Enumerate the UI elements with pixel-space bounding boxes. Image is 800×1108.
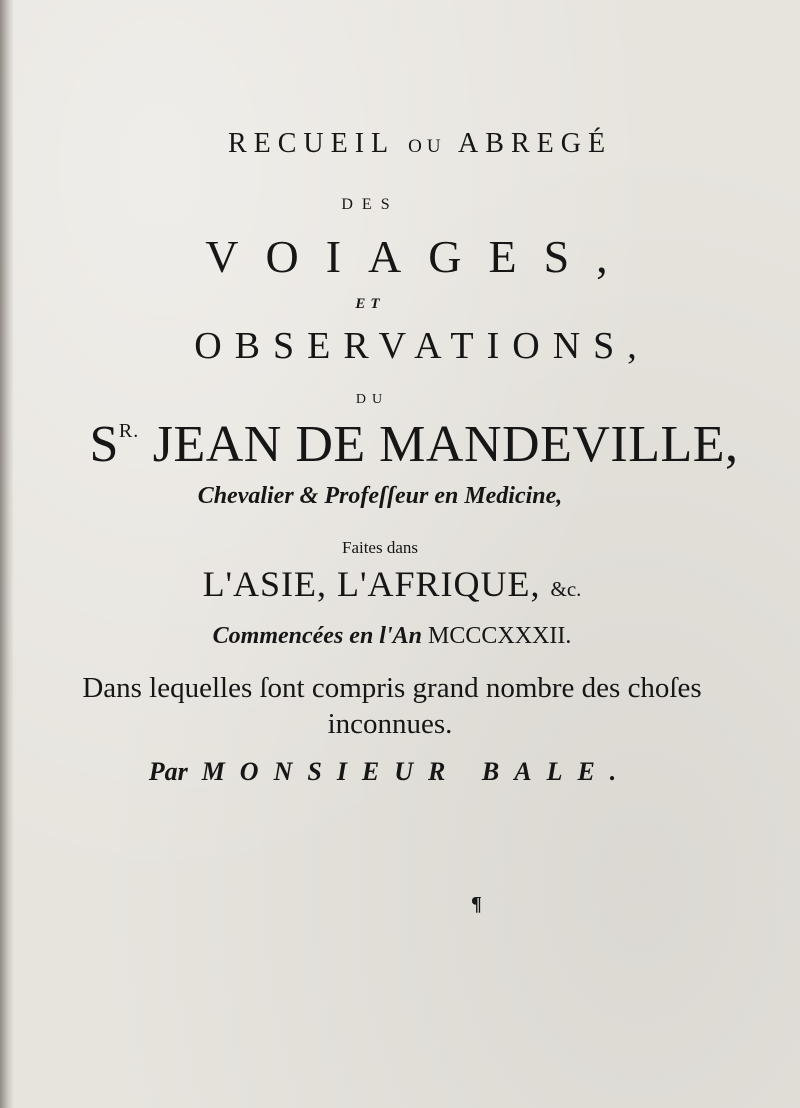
author-name-line	[14, 415, 800, 474]
title-line-du: DU	[355, 392, 389, 407]
description-line-2: inconnues.	[327, 708, 453, 740]
author-title-prefix: S	[89, 416, 119, 473]
date-line	[0, 623, 792, 650]
byline-par: Par	[148, 757, 188, 786]
title-line-observations: OBSERVATIONS,	[194, 325, 650, 367]
date-year: MCCCXXXII.	[428, 623, 572, 649]
faites-dans-line: Faites dans	[341, 538, 419, 557]
word-ou: OU	[408, 136, 446, 157]
title-line-et: ET	[355, 296, 385, 312]
word-abrege: ABREGÉ	[458, 128, 613, 159]
regions-etc: &c.	[550, 577, 582, 601]
date-italic-text: Commencées en l'An	[212, 623, 422, 649]
author-byline	[0, 757, 790, 787]
pilcrow-mark: ¶	[471, 893, 482, 915]
author-title-superscript: R.	[118, 420, 140, 442]
byline-name: MONSIEUR BALE.	[201, 757, 632, 786]
author-qualification: Chevalier & Profeſſeur en Medicine,	[197, 483, 563, 509]
title-line-recueil	[0, 128, 800, 160]
word-recueil: RECUEIL	[227, 128, 395, 159]
title-line-des: DES	[341, 196, 399, 213]
description-line-1: Dans lequelles ſont compris grand nombre des choſes	[82, 672, 702, 704]
author-name: JEAN DE MANDEVILLE,	[152, 416, 739, 473]
regions-line	[0, 563, 792, 605]
regions-text: L'ASIE, L'AFRIQUE,	[202, 564, 541, 604]
title-line-voiages: VOIAGES,	[205, 231, 635, 282]
